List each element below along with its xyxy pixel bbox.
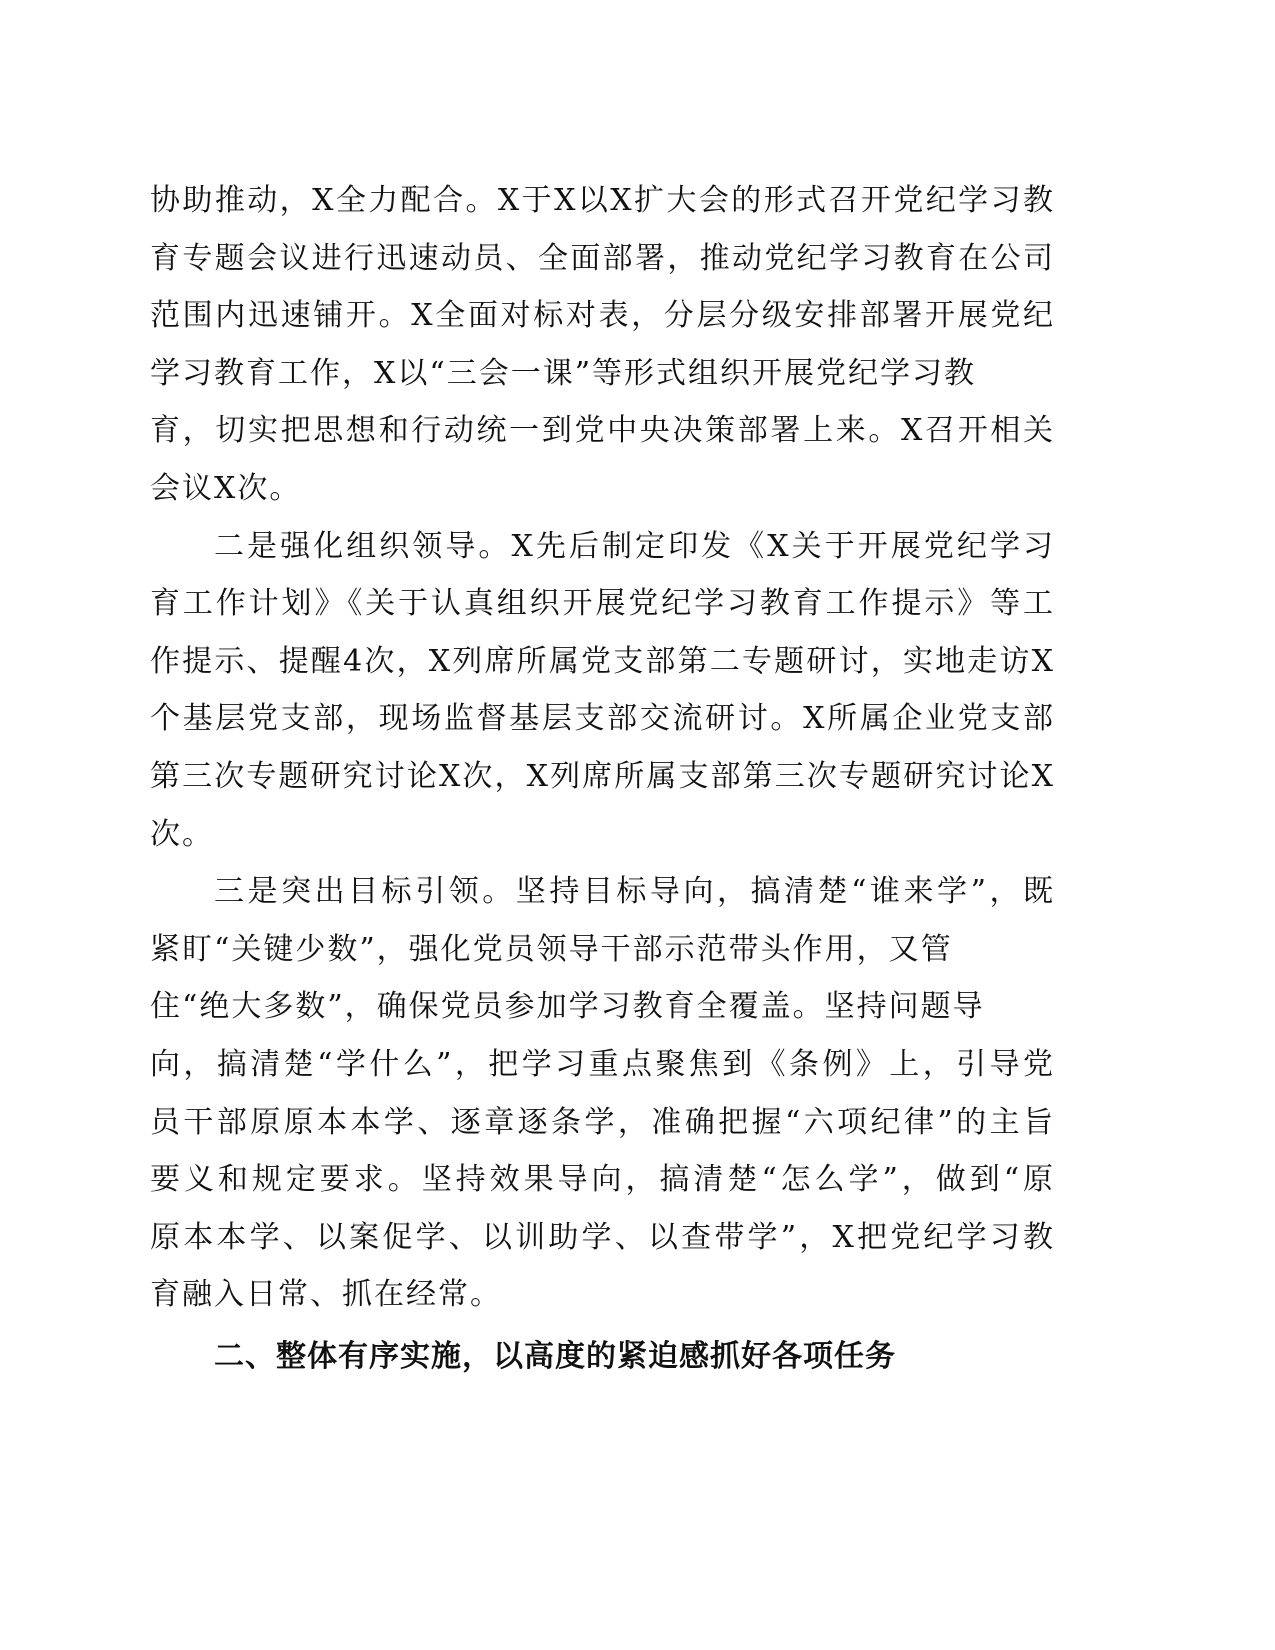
paragraph-line: 范围内迅速铺开。X全面对标对表，分层分级安排部署开展党纪 xyxy=(150,298,1055,334)
paragraph-line: 育专题会议进行迅速动员、全面部署，推动党纪学习教育在公司 xyxy=(150,240,1055,276)
section-heading: 二、整体有序实施，以高度的紧迫感抓好各项任务 xyxy=(214,1338,896,1374)
paragraph-line: 员干部原原本本学、逐章逐条学，准确把握“六项纪律”的主旨 xyxy=(150,1104,1055,1140)
paragraph-line: 原本本学、以案促学、以训助学、以查带学”，X把党纪学习教 xyxy=(150,1219,1055,1255)
paragraph-line: 学习教育工作，X以“三会一课”等形式组织开展党纪学习教 xyxy=(150,355,977,391)
paragraph-line: 二是强化组织领导。X先后制定印发《X关于开展党纪学习 xyxy=(214,528,1055,564)
paragraph-line: 紧盯“关键少数”，强化党员领导干部示范带头作用，又管 xyxy=(150,931,953,967)
paragraph-line: 协助推动，X全力配合。X于X以X扩大会的形式召开党纪学习教 xyxy=(150,183,1055,218)
paragraph-line: 个基层党支部，现场监督基层支部交流研讨。X所属企业党支部 xyxy=(150,701,1055,737)
paragraph-line: 向，搞清楚“学什么”，把学习重点聚焦到《条例》上，引导党 xyxy=(150,1046,1055,1082)
paragraph-line: 第三次专题研究讨论X次，X列席所属支部第三次专题研究讨论X xyxy=(150,758,1055,794)
paragraph-line: 要义和规定要求。坚持效果导向，搞清楚“怎么学”，做到“原 xyxy=(150,1162,1055,1198)
paragraph-line: 住“绝大多数”，确保党员参加学习教育全覆盖。坚持问题导 xyxy=(150,989,985,1025)
body-text xyxy=(150,172,1055,1385)
paragraph-line: 会议X次。 xyxy=(150,470,302,506)
paragraph-line: 育工作计划》《关于认真组织开展党纪学习教育工作提示》等工 xyxy=(150,586,1055,622)
paragraph-line: 三是突出目标引领。坚持目标导向，搞清楚“谁来学”，既 xyxy=(214,874,1055,910)
paragraph-line: 作提示、提醒4次，X列席所属党支部第二专题研讨，实地走访X xyxy=(150,643,1055,679)
paragraph-line: 次。 xyxy=(150,816,214,852)
paragraph-line: 育，切实把思想和行动统一到党中央决策部署上来。X召开相关 xyxy=(150,413,1055,449)
paragraph-line: 育融入日常、抓在经常。 xyxy=(150,1277,502,1313)
